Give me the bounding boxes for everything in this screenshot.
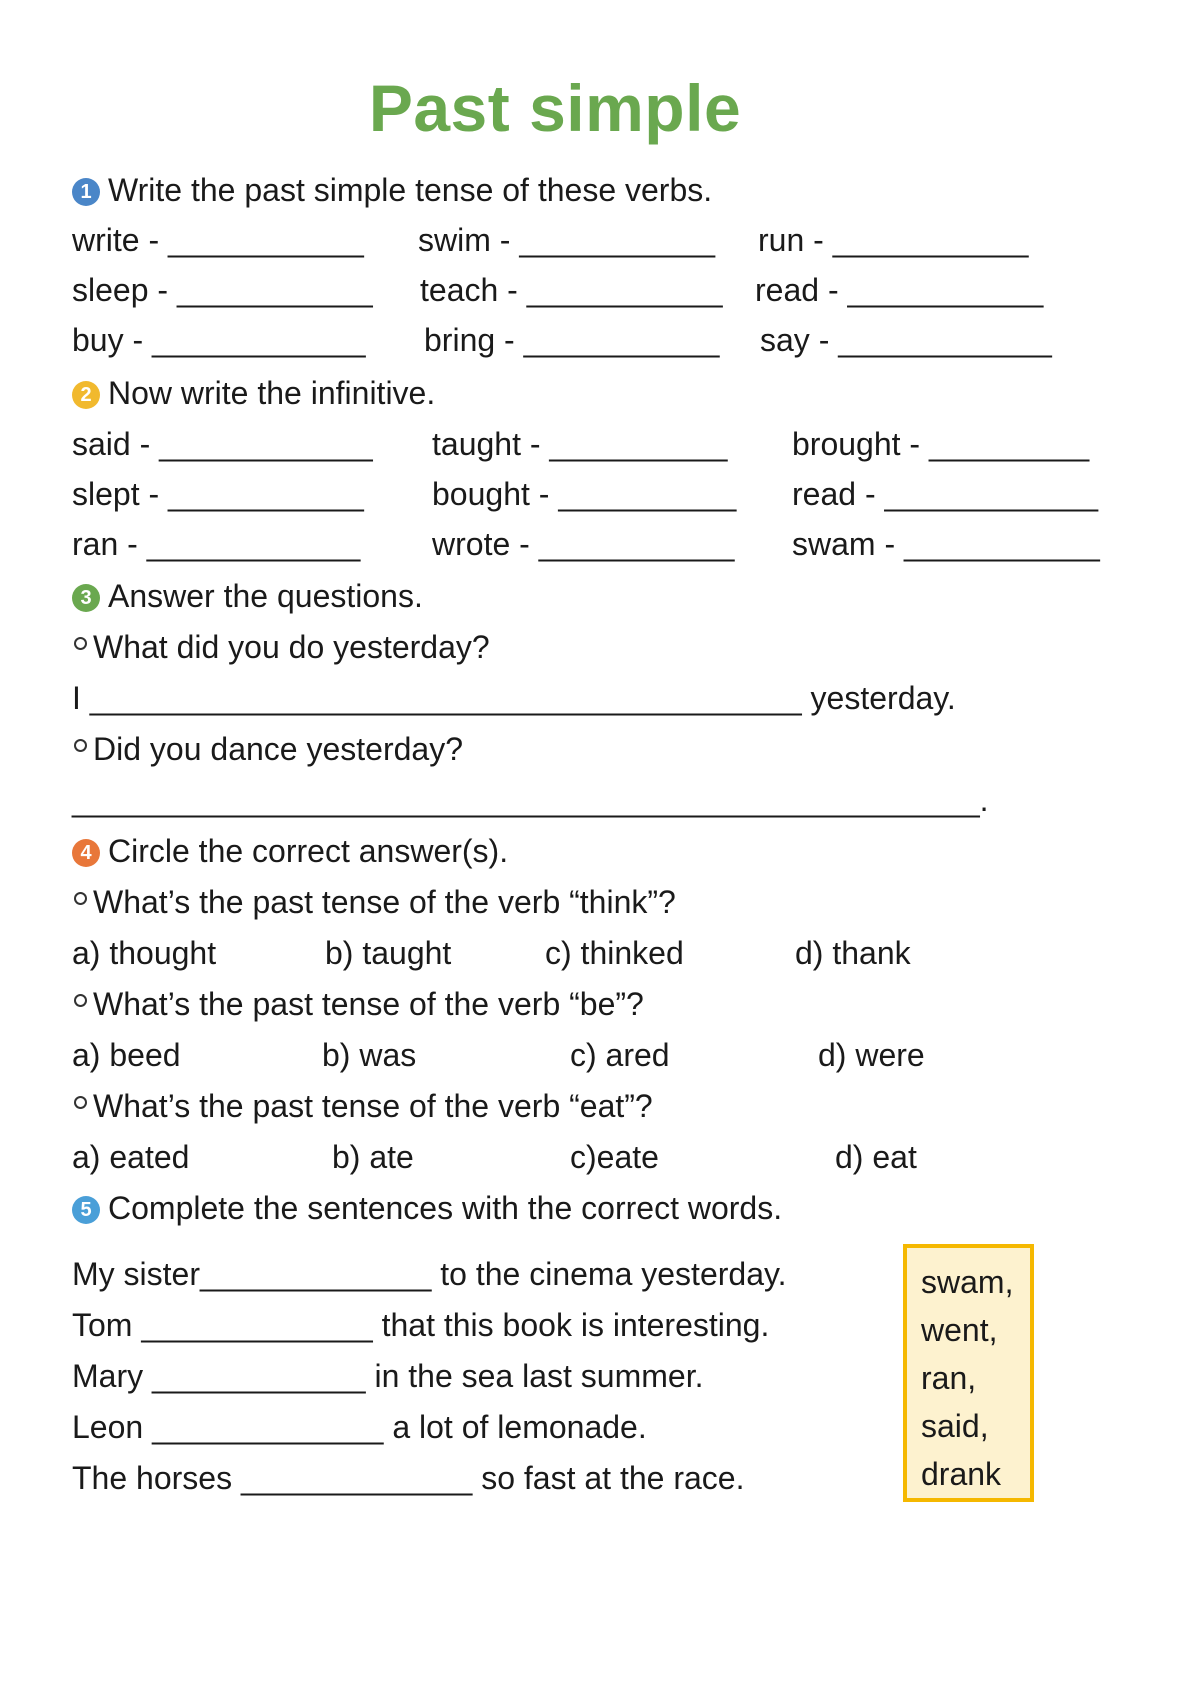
sentence-line: Leon _____________ a lot of lemonade. xyxy=(72,1409,647,1445)
ex2-item: ran - ____________ xyxy=(72,526,361,562)
answer-option: c) thinked xyxy=(545,935,684,971)
ex1-item: teach - ___________ xyxy=(420,272,723,308)
ex1-item: swim - ___________ xyxy=(418,222,716,258)
question-line xyxy=(74,984,644,1024)
number-2-icon: 2 xyxy=(72,381,100,409)
ex1-item: write - ___________ xyxy=(72,222,364,258)
bullet-icon xyxy=(74,1096,87,1109)
bullet-icon xyxy=(74,994,87,1007)
ex1-item: bring - ___________ xyxy=(424,322,720,358)
ex2-item: brought - _________ xyxy=(792,426,1090,462)
sentence-line: My sister_____________ to the cinema yesterday. xyxy=(72,1256,787,1292)
number-3-icon: 3 xyxy=(72,584,100,612)
word-bank-item: drank xyxy=(921,1456,1002,1492)
sentence-line: Mary ____________ in the sea last summer. xyxy=(72,1358,704,1394)
section-3-instruction: Answer the questions. xyxy=(108,578,423,614)
number-4-icon: 4 xyxy=(72,839,100,867)
ex1-item: read - ___________ xyxy=(755,272,1044,308)
bullet-icon xyxy=(74,637,87,650)
section-2-heading xyxy=(72,373,435,413)
sentence-line: Tom _____________ that this book is interesting. xyxy=(72,1307,770,1343)
word-bank-box xyxy=(903,1244,1034,1502)
answer-option: c)eate xyxy=(570,1139,659,1175)
question-line xyxy=(74,729,463,769)
ex1-item: sleep - ___________ xyxy=(72,272,373,308)
answer-option: a) eated xyxy=(72,1139,190,1175)
question-text: What’s the past tense of the verb “be”? xyxy=(93,986,644,1022)
page-title: Past simple xyxy=(368,71,742,145)
section-1-heading xyxy=(72,170,712,210)
sentence-line: The horses _____________ so fast at the race. xyxy=(72,1460,745,1496)
ex2-item: read - ____________ xyxy=(792,476,1099,512)
word-bank-item: went, xyxy=(921,1312,998,1348)
question-text: What’s the past tense of the verb “eat”? xyxy=(93,1088,653,1124)
section-5-instruction: Complete the sentences with the correct words. xyxy=(108,1190,783,1226)
section-3-heading xyxy=(72,576,423,616)
answer-option: b) was xyxy=(322,1037,417,1073)
answer-option: a) beed xyxy=(72,1037,181,1073)
ex2-item: bought - __________ xyxy=(432,476,737,512)
ex2-item: taught - __________ xyxy=(432,426,728,462)
section-1-instruction: Write the past simple tense of these verbs. xyxy=(108,172,713,208)
answer-option: b) taught xyxy=(325,935,452,971)
ex2-item: wrote - ___________ xyxy=(432,526,735,562)
section-2-instruction: Now write the infinitive. xyxy=(108,375,436,411)
question-text: Did you dance yesterday? xyxy=(93,731,463,767)
question-line xyxy=(74,627,490,667)
answer-option: b) ate xyxy=(332,1139,414,1175)
answer-option: d) were xyxy=(818,1037,925,1073)
question-text: What did you do yesterday? xyxy=(93,629,490,665)
ex2-item: said - ____________ xyxy=(72,426,373,462)
answer-option: c) ared xyxy=(570,1037,670,1073)
number-5-icon: 5 xyxy=(72,1196,100,1224)
word-bank-item: said, xyxy=(921,1408,989,1444)
section-5-heading xyxy=(72,1188,782,1228)
answer-option: d) eat xyxy=(835,1139,917,1175)
ex1-item: run - ___________ xyxy=(758,222,1029,258)
answer-line: I ________________________________________ yesterday. xyxy=(72,680,956,716)
ex1-item: buy - ____________ xyxy=(72,322,366,358)
question-line xyxy=(74,1086,653,1126)
question-text: What’s the past tense of the verb “think”? xyxy=(93,884,676,920)
ex2-item: swam - ___________ xyxy=(792,526,1100,562)
bullet-icon xyxy=(74,892,87,905)
word-bank-item: ran, xyxy=(921,1360,977,1396)
answer-line: ___________________________________________________. xyxy=(72,782,989,818)
answer-option: a) thought xyxy=(72,935,217,971)
bullet-icon xyxy=(74,739,87,752)
section-4-instruction: Circle the correct answer(s). xyxy=(108,833,509,869)
answer-option: d) thank xyxy=(795,935,911,971)
section-4-heading xyxy=(72,831,508,871)
ex2-item: slept - ___________ xyxy=(72,476,364,512)
ex1-item: say - ____________ xyxy=(760,322,1052,358)
question-line xyxy=(74,882,676,922)
word-bank-item: swam, xyxy=(921,1264,1014,1300)
number-1-icon: 1 xyxy=(72,178,100,206)
